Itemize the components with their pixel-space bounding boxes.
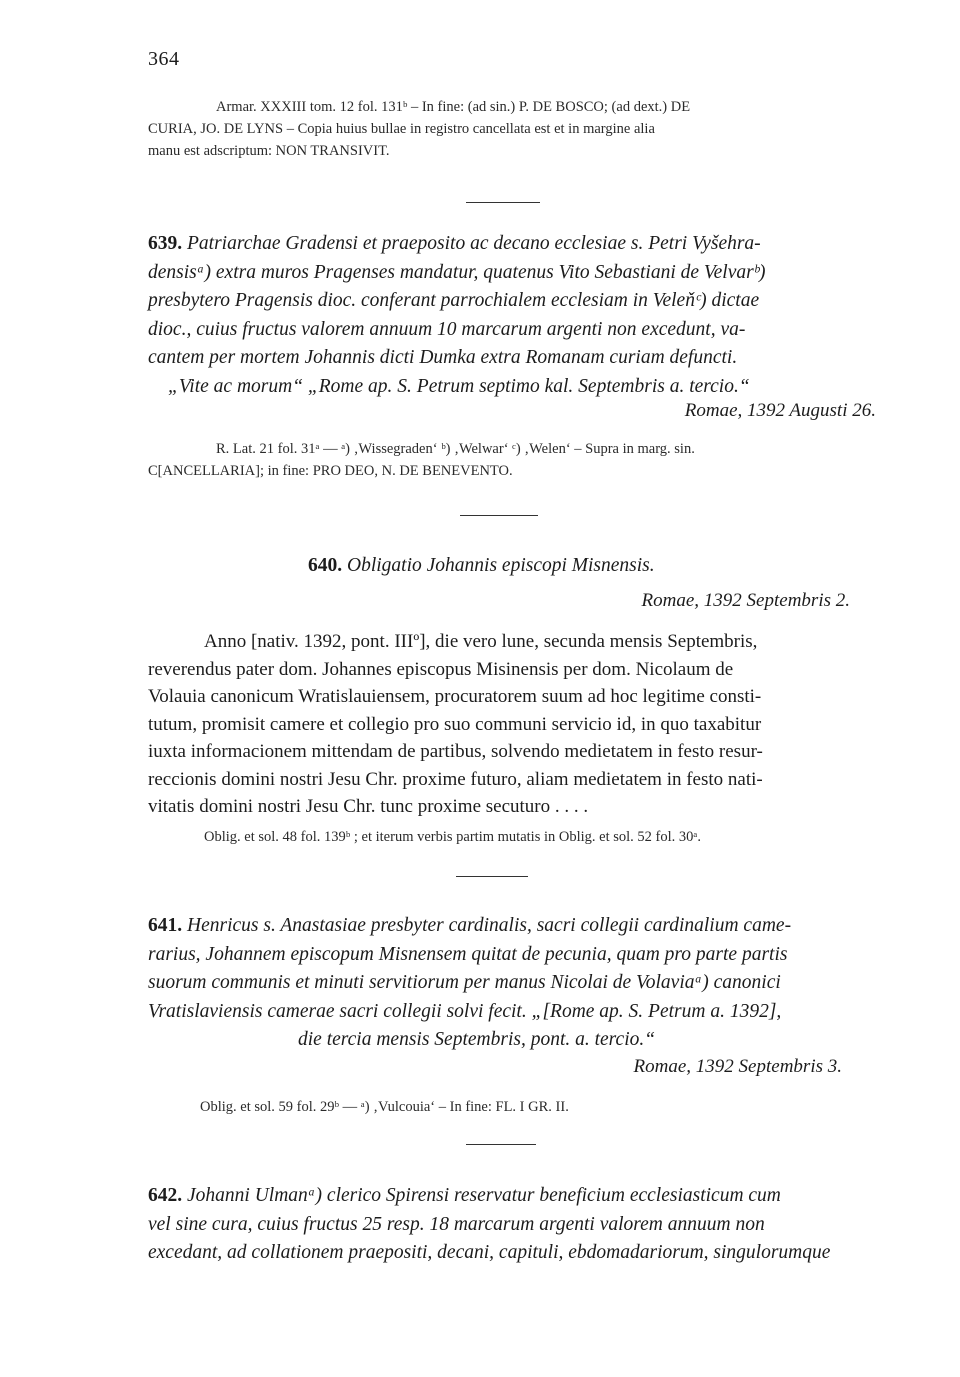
entry-line: reccionis domini nostri Jesu Chr. proxime futuro, aliam medietatem in festo nati- [148,768,763,790]
entry-number: 642. [148,1185,183,1206]
entry-642 [148,1182,876,1268]
entry-line: Johanni Ulmanᵃ) clerico Spirensi reservatur beneficium ecclesiasticum cum [187,1185,781,1206]
entry-number: 641. [148,915,183,936]
entry-640-date: Romae, 1392 Septembris 2. [641,590,850,611]
entry-line: excedant, ad collationem praepositi, decani, capituli, ebdomadariorum, singulorumque [148,1242,831,1263]
entry-line: suorum communis et minuti servitiorum per manus Nicolai de Volaviaᵃ) canonici [148,972,781,993]
entry-line: Anno [nativ. 1392, pont. IIIº], die vero lune, secunda mensis Septembris, [204,631,758,652]
entry-line: Volauia canonicum Wratislauiensem, procuratorem suum ad hoc legitime consti- [148,686,762,707]
entry-line: tutum, promisit camere et collegio pro suo communi servicio id, in quo taxabitur [148,713,762,735]
section-divider [466,1144,536,1145]
note-639 [148,438,876,482]
entry-number: 639. [148,233,183,254]
note-640: Oblig. et sol. 48 fol. 139ᵇ ; et iterum verbis partim mutatis in Oblig. et sol. 52 fol. 30ᵃ. [204,829,701,845]
note-line: manu est adscriptum: NON TRANSIVIT. [148,143,390,159]
note-line: CURIA, JO. DE LYNS – Copia huius bullae in registro cancellata est et in margine alia [148,121,655,137]
entry-line: Patriarchae Gradensi et praeposito ac decano ecclesiae s. Petri Vyšehra- [187,233,761,254]
entry-line: presbytero Pragensis dioc. conferant parrochialem ecclesiam in Veleňᶜ) dictae [148,290,760,311]
entry-639 [148,230,876,401]
entry-641-date: Romae, 1392 Septembris 3. [633,1056,842,1077]
entry-639-date: Romae, 1392 Augusti 26. [684,400,876,421]
entry-line: rarius, Johannem episcopum Misnensem quitat de pecunia, quam pro parte partis [148,943,788,965]
entry-line: reverendus pater dom. Johannes episcopus Misinensis per dom. Nicolaum de [148,658,734,680]
entry-line: die tercia mensis Septembris, pont. a. tercio.“ [298,1029,656,1050]
entry-line: cantem per mortem Johannis dicti Dumka extra Romanam curiam defuncti. [148,347,738,368]
section-divider [460,515,538,516]
entry-line: densisᵃ) extra muros Pragenses mandatur, quatenus Vito Sebastiani de Velvarᵇ) [148,261,766,283]
entry-line: vel sine cura, cuius fructus 25 resp. 18 marcarum argenti valorem annuum non [148,1213,765,1235]
entry-640-heading [308,552,828,581]
entry-number: 640. [308,555,343,576]
note-line: Armar. XXXIII tom. 12 fol. 131ᵇ – In fine: (ad sin.) P. DE BOSCO; (ad dext.) DE [216,99,691,115]
entry-line: dioc., cuius fructus valorem annuum 10 marcarum argenti non excedunt, va- [148,318,746,340]
entry-line: Vratislaviensis camerae sacri collegii solvi fecit. „[Rome ap. S. Petrum a. 1392], [148,1000,782,1022]
section-divider [466,202,540,203]
section-divider [456,876,528,877]
entry-title: Obligatio Johannis episcopi Misnensis. [347,555,655,576]
note-638 [148,96,876,162]
entry-640-body [148,628,876,821]
note-line: C[ANCELLARIA]; in fine: PRO DEO, N. DE BENEVENTO. [148,463,513,479]
note-line: R. Lat. 21 fol. 31ᵃ — ᵃ) ‚Wissegraden‘ ᵇ) ‚Welwar‘ ᶜ) ‚Welen‘ – Supra in marg. sin. [216,441,695,457]
entry-line: vitatis domini nostri Jesu Chr. tunc proxime secuturo . . . . [148,796,589,817]
note-641: Oblig. et sol. 59 fol. 29ᵇ — ᵃ) ‚Vulcouia‘ – In fine: FL. I GR. II. [200,1099,569,1115]
page-number: 364 [148,48,180,70]
entry-line: Henricus s. Anastasiae presbyter cardinalis, sacri collegii cardinalium came- [187,915,792,936]
entry-line: iuxta informacionem mittendam de partibus, solvendo medietatem in festo resur- [148,741,763,762]
entry-line: „Vite ac morum“ „Rome ap. S. Petrum septimo kal. Septembris a. tercio.“ [168,375,750,397]
entry-641 [148,912,876,1055]
